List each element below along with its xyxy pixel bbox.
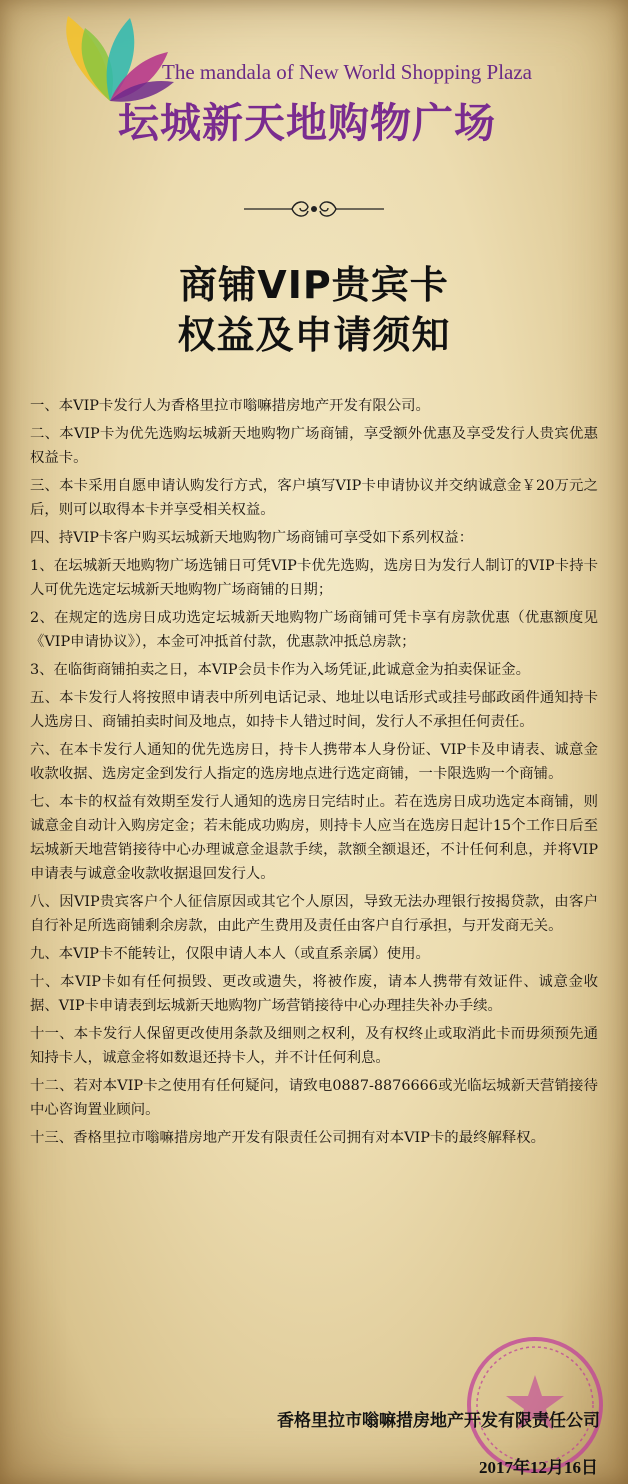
term-paragraph: 3、在临街商铺拍卖之日，本VIP会员卡作为入场凭证,此诚意金为拍卖保证金。 [30,662,530,678]
term-paragraph: 1、在坛城新天地购物广场选铺日可凭VIP卡优先选购，选房日为发行人制订的VIP卡持卡人可优先选定坛城新天地购物广场商铺的日期； [30,558,598,598]
heading-line-2: 权益及申请须知 [177,313,451,357]
heading-line-1: 商铺VIP贵宾卡 [179,263,449,307]
term-paragraph: 十二、若对本VIP卡之使用有任何疑问，请致电0887-8876666或光临坛城新天营销接待中心咨询置业顾问。 [30,1078,598,1118]
company-signature: 香格里拉市嗡嘛措房地产开发有限责任公司 [277,1411,600,1431]
term-paragraph: 八、因VIP贵宾客户个人征信原因或其它个人原因，导致无法办理银行按揭贷款，由客户自行补足所选商铺剩余房款，由此产生费用及责任由客户自行承担，与开发商无关。 [30,894,598,934]
term-paragraph: 五、本卡发行人将按照申请表中所列电话记录、地址以电话形式或挂号邮政函件通知持卡人选房日、商铺拍卖时间及地点，如持卡人错过时间，发行人不承担任何责任。 [30,690,598,730]
issue-date: 2017年12月16日 [479,1458,598,1477]
terms-body [30,394,598,1154]
subtitle-english: The mandala of New World Shopping Plaza [162,60,533,84]
term-paragraph: 十三、香格里拉市嗡嘛措房地产开发有限责任公司拥有对本VIP卡的最终解释权。 [30,1130,546,1146]
term-paragraph: 十、本VIP卡如有任何损毁、更改或遗失，将被作废，请本人携带有效证件、诚意金收据、VIP卡申请表到坛城新天地购物广场营销接待中心办理挂失补办手续。 [30,974,598,1014]
term-paragraph: 六、在本卡发行人通知的优先选房日，持卡人携带本人身份证、VIP卡及申请表、诚意金收款收据、选房定金到发行人指定的选房地点进行选定商铺，一卡限选购一个商铺。 [30,742,598,782]
term-paragraph: 2、在规定的选房日成功选定坛城新天地购物广场商铺可凭卡享有房款优惠（优惠额度见《VIP申请协议》），本金可冲抵首付款，优惠款冲抵总房款； [30,610,598,650]
term-paragraph: 二、本VIP卡为优先选购坛城新天地购物广场商铺，享受额外优惠及享受发行人贵宾优惠权益卡。 [30,426,598,466]
ornament-divider-icon [244,196,384,222]
term-paragraph: 九、本VIP卡不能转让，仅限申请人本人（或直系亲属）使用。 [30,946,430,962]
term-paragraph: 三、本卡采用自愿申请认购发行方式，客户填写VIP卡申请协议并交纳诚意金￥20万元之后，则可以取得本卡并享受相关权益。 [30,478,598,518]
term-paragraph: 十一、本卡发行人保留更改使用条款及细则之权利，及有权终止或取消此卡而毋须预先通知持卡人，诚意金将如数退还持卡人，并不计任何利息。 [30,1026,598,1066]
term-paragraph: 四、持VIP卡客户购买坛城新天地购物广场商铺可享受如下系列权益： [30,530,474,546]
term-paragraph: 一、本VIP卡发行人为香格里拉市嗡嘛措房地产开发有限公司。 [30,398,430,414]
term-paragraph: 七、本卡的权益有效期至发行人通知的选房日完结时止。若在选房日成功选定本商铺，则诚意金自动计入购房定金；若未能成功购房，则持卡人应当在选房日起计15个工作日后至坛城新天地营销接待中心办理诚意金退款手续，款额全额退还，不计任何利息，并将VIP申请表与诚意金收款收据退回发行人。 [30,794,598,882]
title-chinese: 坛城新天地购物广场 [118,99,496,147]
